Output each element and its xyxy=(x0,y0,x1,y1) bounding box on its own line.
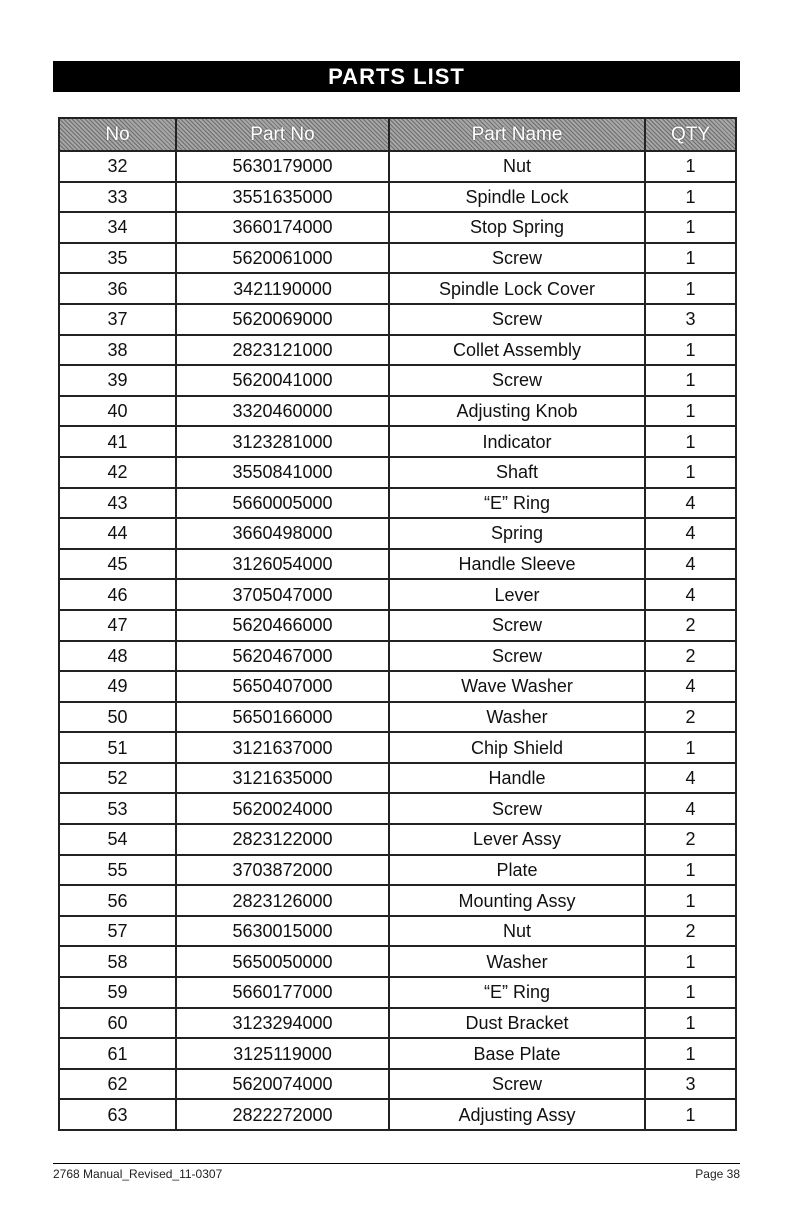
cell-part-no: 5650407000 xyxy=(176,671,389,702)
cell-qty: 1 xyxy=(645,457,736,488)
column-header-part-name: Part Name xyxy=(389,118,645,151)
cell-part-name: Screw xyxy=(389,793,645,824)
cell-qty: 1 xyxy=(645,243,736,274)
cell-part-name: Dust Bracket xyxy=(389,1008,645,1039)
cell-no: 52 xyxy=(59,763,176,794)
cell-part-no: 2823122000 xyxy=(176,824,389,855)
cell-no: 60 xyxy=(59,1008,176,1039)
cell-part-no: 2823121000 xyxy=(176,335,389,366)
cell-part-name: Washer xyxy=(389,946,645,977)
cell-qty: 1 xyxy=(645,946,736,977)
cell-qty: 1 xyxy=(645,212,736,243)
cell-part-name: Washer xyxy=(389,702,645,733)
cell-part-no: 3660498000 xyxy=(176,518,389,549)
table-row xyxy=(59,671,736,702)
cell-part-no: 5660005000 xyxy=(176,488,389,519)
cell-part-name: Lever xyxy=(389,579,645,610)
cell-no: 32 xyxy=(59,151,176,182)
cell-no: 38 xyxy=(59,335,176,366)
table-row xyxy=(59,304,736,335)
cell-part-name: Screw xyxy=(389,1069,645,1100)
cell-part-no: 3123294000 xyxy=(176,1008,389,1039)
table-row xyxy=(59,549,736,580)
cell-part-no: 3123281000 xyxy=(176,426,389,457)
cell-qty: 2 xyxy=(645,702,736,733)
table-row xyxy=(59,426,736,457)
table-row xyxy=(59,824,736,855)
cell-no: 59 xyxy=(59,977,176,1008)
cell-no: 51 xyxy=(59,732,176,763)
cell-qty: 4 xyxy=(645,763,736,794)
cell-no: 34 xyxy=(59,212,176,243)
cell-part-name: “E” Ring xyxy=(389,488,645,519)
cell-part-no: 5620467000 xyxy=(176,641,389,672)
cell-no: 44 xyxy=(59,518,176,549)
cell-qty: 1 xyxy=(645,1008,736,1039)
cell-part-no: 5620466000 xyxy=(176,610,389,641)
table-row xyxy=(59,365,736,396)
cell-part-name: Spindle Lock xyxy=(389,182,645,213)
footer-document-id: 2768 Manual_Revised_11-0307 xyxy=(53,1167,223,1181)
cell-no: 43 xyxy=(59,488,176,519)
cell-no: 48 xyxy=(59,641,176,672)
cell-part-name: Plate xyxy=(389,855,645,886)
cell-no: 49 xyxy=(59,671,176,702)
table-row xyxy=(59,1038,736,1069)
cell-no: 56 xyxy=(59,885,176,916)
cell-part-name: Wave Washer xyxy=(389,671,645,702)
cell-no: 35 xyxy=(59,243,176,274)
cell-qty: 3 xyxy=(645,1069,736,1100)
column-header-part-no: Part No xyxy=(176,118,389,151)
cell-no: 36 xyxy=(59,273,176,304)
cell-part-name: Spring xyxy=(389,518,645,549)
cell-no: 50 xyxy=(59,702,176,733)
cell-no: 63 xyxy=(59,1099,176,1130)
cell-part-name: Nut xyxy=(389,916,645,947)
cell-part-name: Screw xyxy=(389,365,645,396)
cell-part-no: 3320460000 xyxy=(176,396,389,427)
cell-part-name: Base Plate xyxy=(389,1038,645,1069)
cell-part-name: Screw xyxy=(389,610,645,641)
cell-qty: 1 xyxy=(645,1038,736,1069)
footer-page-number: Page 38 xyxy=(695,1167,740,1181)
table-row xyxy=(59,1099,736,1130)
table-row xyxy=(59,916,736,947)
page-title-banner xyxy=(53,61,740,92)
cell-part-name: Collet Assembly xyxy=(389,335,645,366)
cell-qty: 1 xyxy=(645,335,736,366)
cell-part-no: 5620041000 xyxy=(176,365,389,396)
cell-part-no: 5630179000 xyxy=(176,151,389,182)
cell-part-no: 3421190000 xyxy=(176,273,389,304)
cell-no: 37 xyxy=(59,304,176,335)
table-row xyxy=(59,457,736,488)
cell-part-name: Handle Sleeve xyxy=(389,549,645,580)
table-row xyxy=(59,579,736,610)
table-row xyxy=(59,946,736,977)
cell-part-no: 3121637000 xyxy=(176,732,389,763)
cell-part-no: 2822272000 xyxy=(176,1099,389,1130)
page-title: PARTS LIST xyxy=(328,63,465,89)
cell-qty: 4 xyxy=(645,549,736,580)
cell-no: 53 xyxy=(59,793,176,824)
cell-no: 40 xyxy=(59,396,176,427)
table-row xyxy=(59,1008,736,1039)
table-row xyxy=(59,243,736,274)
cell-part-name: Adjusting Assy xyxy=(389,1099,645,1130)
cell-qty: 1 xyxy=(645,855,736,886)
cell-qty: 3 xyxy=(645,304,736,335)
cell-part-name: Handle xyxy=(389,763,645,794)
cell-part-no: 5660177000 xyxy=(176,977,389,1008)
cell-qty: 2 xyxy=(645,916,736,947)
table-row xyxy=(59,702,736,733)
cell-no: 55 xyxy=(59,855,176,886)
table-row xyxy=(59,151,736,182)
table-row xyxy=(59,273,736,304)
cell-no: 33 xyxy=(59,182,176,213)
cell-qty: 4 xyxy=(645,579,736,610)
table-row xyxy=(59,641,736,672)
cell-no: 57 xyxy=(59,916,176,947)
parts-table xyxy=(58,117,737,1131)
cell-part-no: 5650166000 xyxy=(176,702,389,733)
footer-divider xyxy=(53,1163,740,1164)
cell-qty: 4 xyxy=(645,518,736,549)
cell-no: 47 xyxy=(59,610,176,641)
cell-part-name: Mounting Assy xyxy=(389,885,645,916)
cell-no: 41 xyxy=(59,426,176,457)
cell-qty: 2 xyxy=(645,824,736,855)
table-row xyxy=(59,732,736,763)
cell-qty: 1 xyxy=(645,273,736,304)
cell-part-no: 5620024000 xyxy=(176,793,389,824)
cell-part-no: 3121635000 xyxy=(176,763,389,794)
table-row xyxy=(59,855,736,886)
column-header-qty: QTY xyxy=(645,118,736,151)
cell-part-no: 3705047000 xyxy=(176,579,389,610)
cell-no: 39 xyxy=(59,365,176,396)
cell-part-name: Lever Assy xyxy=(389,824,645,855)
cell-qty: 1 xyxy=(645,396,736,427)
cell-qty: 1 xyxy=(645,365,736,396)
table-row xyxy=(59,793,736,824)
cell-no: 46 xyxy=(59,579,176,610)
cell-part-no: 3126054000 xyxy=(176,549,389,580)
cell-no: 61 xyxy=(59,1038,176,1069)
cell-no: 62 xyxy=(59,1069,176,1100)
table-row xyxy=(59,182,736,213)
cell-qty: 2 xyxy=(645,641,736,672)
cell-no: 45 xyxy=(59,549,176,580)
cell-part-no: 5630015000 xyxy=(176,916,389,947)
cell-part-name: Nut xyxy=(389,151,645,182)
column-header-no: No xyxy=(59,118,176,151)
cell-part-name: “E” Ring xyxy=(389,977,645,1008)
cell-part-no: 2823126000 xyxy=(176,885,389,916)
cell-part-no: 5650050000 xyxy=(176,946,389,977)
cell-qty: 4 xyxy=(645,793,736,824)
table-row xyxy=(59,610,736,641)
cell-part-name: Screw xyxy=(389,641,645,672)
cell-no: 54 xyxy=(59,824,176,855)
cell-part-no: 3660174000 xyxy=(176,212,389,243)
cell-part-no: 3703872000 xyxy=(176,855,389,886)
table-row xyxy=(59,885,736,916)
table-row xyxy=(59,977,736,1008)
cell-part-no: 5620061000 xyxy=(176,243,389,274)
cell-no: 42 xyxy=(59,457,176,488)
cell-qty: 2 xyxy=(645,610,736,641)
table-header-row xyxy=(59,118,736,151)
cell-part-name: Screw xyxy=(389,304,645,335)
cell-part-no: 5620069000 xyxy=(176,304,389,335)
table-row xyxy=(59,212,736,243)
table-row xyxy=(59,763,736,794)
cell-part-no: 3125119000 xyxy=(176,1038,389,1069)
table-row xyxy=(59,488,736,519)
table-row xyxy=(59,1069,736,1100)
cell-part-no: 3550841000 xyxy=(176,457,389,488)
table-row xyxy=(59,396,736,427)
cell-part-name: Screw xyxy=(389,243,645,274)
cell-part-name: Indicator xyxy=(389,426,645,457)
cell-qty: 1 xyxy=(645,732,736,763)
cell-qty: 1 xyxy=(645,426,736,457)
cell-qty: 1 xyxy=(645,1099,736,1130)
cell-part-name: Adjusting Knob xyxy=(389,396,645,427)
cell-qty: 1 xyxy=(645,885,736,916)
cell-qty: 1 xyxy=(645,182,736,213)
cell-part-no: 5620074000 xyxy=(176,1069,389,1100)
cell-qty: 4 xyxy=(645,671,736,702)
table-row xyxy=(59,335,736,366)
cell-part-name: Shaft xyxy=(389,457,645,488)
cell-qty: 1 xyxy=(645,977,736,1008)
cell-part-name: Stop Spring xyxy=(389,212,645,243)
parts-table-body xyxy=(59,151,736,1130)
cell-qty: 4 xyxy=(645,488,736,519)
cell-part-name: Chip Shield xyxy=(389,732,645,763)
cell-part-no: 3551635000 xyxy=(176,182,389,213)
cell-no: 58 xyxy=(59,946,176,977)
cell-qty: 1 xyxy=(645,151,736,182)
table-row xyxy=(59,518,736,549)
cell-part-name: Spindle Lock Cover xyxy=(389,273,645,304)
